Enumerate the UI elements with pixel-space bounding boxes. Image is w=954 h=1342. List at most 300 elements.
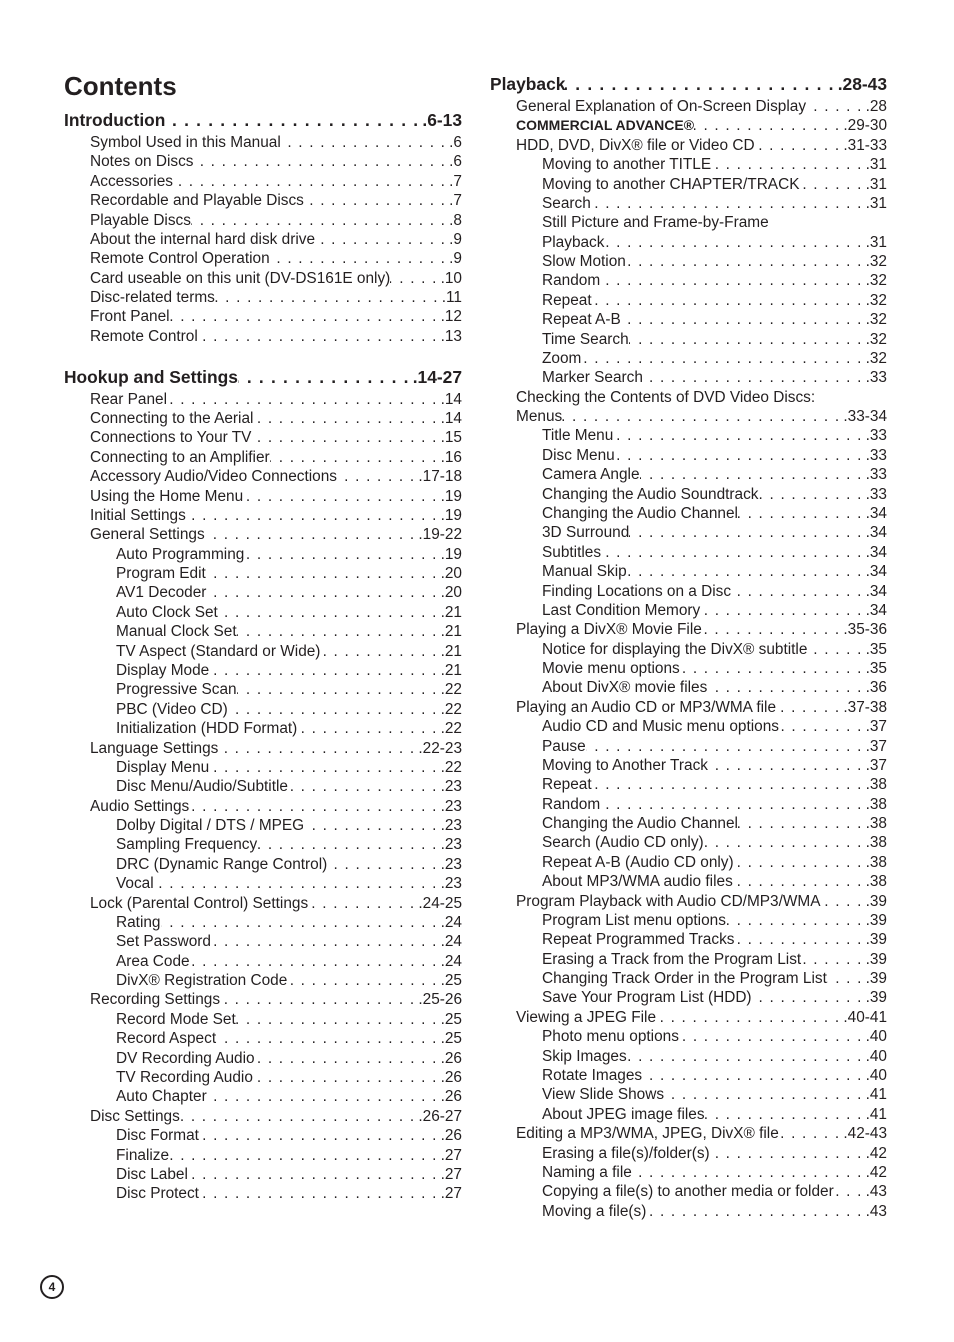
dot-leader bbox=[228, 700, 441, 719]
toc-entry-page: .21 bbox=[440, 662, 462, 679]
toc-entry-page: .24-25 bbox=[418, 894, 462, 912]
toc-entry-notes-on-discs bbox=[64, 152, 462, 171]
toc-entry-title: Playing an Audio CD or MP3/WMA file bbox=[516, 698, 777, 716]
toc-entry-page: .33-34 bbox=[843, 408, 887, 426]
dot-leader bbox=[281, 133, 449, 152]
toc-entry-page: .38 bbox=[865, 815, 887, 833]
toc-entry-page: .9 bbox=[449, 250, 462, 268]
toc-entry-title: Rating bbox=[116, 913, 161, 931]
toc-entry-title: Playback bbox=[542, 233, 605, 251]
toc-entry-page: .31 bbox=[865, 194, 887, 212]
toc-entry-page: .35-36 bbox=[843, 621, 887, 639]
toc-entry-page: .25 bbox=[440, 1030, 462, 1048]
toc-entry-vocal bbox=[64, 874, 462, 893]
toc-entry-title: Marker Search bbox=[542, 369, 643, 387]
toc-entry-page: .32 bbox=[865, 311, 887, 329]
toc-entry-checking-the-contents-of-dvd-video-discs bbox=[490, 388, 887, 407]
toc-entry-page: .42 bbox=[865, 1163, 887, 1181]
toc-entry-page: .28 bbox=[865, 98, 887, 115]
toc-entry-page: .6 bbox=[449, 134, 462, 151]
toc-entry-view-slide-shows bbox=[490, 1085, 887, 1104]
toc-entry-page: .37-38 bbox=[843, 698, 887, 716]
dot-leader bbox=[337, 467, 418, 486]
toc-entry-page: .29-30 bbox=[843, 117, 887, 135]
toc-entry-page: .37 bbox=[865, 718, 887, 736]
toc-entry-changing-the-audio-soundtrack bbox=[490, 485, 887, 504]
toc-entry-page: .33 bbox=[865, 485, 887, 503]
dot-leader bbox=[304, 191, 449, 210]
dot-leader bbox=[199, 1184, 441, 1203]
dot-leader bbox=[801, 950, 865, 969]
dot-leader bbox=[806, 97, 866, 116]
dot-leader bbox=[738, 504, 866, 523]
toc-entry-finding-locations-on-a-disc bbox=[490, 582, 887, 601]
toc-entry-recordable-and-playable-discs bbox=[64, 191, 462, 210]
toc-entry-disc-related-terms bbox=[64, 288, 462, 307]
toc-entry-title: Recording Settings bbox=[90, 991, 221, 1009]
dot-leader bbox=[707, 678, 865, 697]
toc-entry-title: Finalize bbox=[116, 1146, 170, 1164]
toc-entry-tv-recording-audio bbox=[64, 1068, 462, 1087]
toc-entry-last-condition-memory bbox=[490, 601, 887, 620]
toc-entry-progressive-scan bbox=[64, 680, 462, 699]
toc-entry-page: .25-26 bbox=[418, 991, 462, 1009]
toc-entry-title: Using the Home Menu bbox=[90, 487, 244, 505]
dot-leader bbox=[615, 446, 866, 465]
toc-entry-title: Repeat A-B bbox=[542, 311, 621, 329]
toc-entry-av1-decoder bbox=[64, 583, 462, 602]
toc-entry-random bbox=[490, 795, 887, 814]
toc-entry-page: .26 bbox=[440, 1068, 462, 1086]
toc-entry-disc-menu bbox=[490, 446, 887, 465]
dot-leader bbox=[315, 230, 449, 249]
dot-leader bbox=[237, 622, 441, 641]
toc-entry-title: Copying a file(s) to another media or folder bbox=[542, 1183, 834, 1201]
toc-entry-title: Disc Menu/Audio/Subtitle bbox=[116, 778, 288, 796]
toc-entry-title: Changing the Audio Channel bbox=[542, 504, 738, 522]
dot-leader bbox=[297, 719, 440, 738]
dot-leader bbox=[206, 564, 441, 583]
toc-entry-playing-a-divx-movie-file bbox=[490, 620, 887, 639]
toc-entry-page: .23 bbox=[440, 836, 462, 854]
toc-entry-title: Viewing a JPEG File bbox=[516, 1008, 657, 1026]
toc-entry-editing-a-mp3-wma-jpeg-divx-file bbox=[490, 1124, 887, 1143]
toc-entry-title: Dolby Digital / DTS / MPEG bbox=[116, 817, 305, 835]
dot-leader bbox=[680, 659, 866, 678]
toc-entry-page: .35 bbox=[865, 660, 887, 678]
dot-leader bbox=[581, 349, 865, 368]
toc-entry-title: DRC (Dynamic Range Control) bbox=[116, 855, 328, 873]
toc-entry-title: Remote Control Operation bbox=[90, 250, 270, 268]
toc-entry-title: Checking the Contents of DVD Video Discs: bbox=[516, 388, 816, 406]
dot-leader bbox=[257, 835, 440, 854]
dot-leader bbox=[629, 330, 866, 349]
toc-entry-title: TV Aspect (Standard or Wide) bbox=[116, 642, 321, 660]
toc-entry-title: Program Edit bbox=[116, 565, 206, 583]
toc-entry-title: Playable Discs bbox=[90, 211, 191, 229]
toc-entry-page: .14 bbox=[440, 410, 462, 428]
toc-entry-title: Language Settings bbox=[90, 739, 219, 757]
toc-entry-3d-surround bbox=[490, 523, 887, 542]
toc-entry-title: 3D Surround bbox=[542, 524, 630, 542]
toc-entry-page: .11 bbox=[441, 289, 462, 307]
toc-entry-title: Disc Menu bbox=[542, 446, 615, 464]
toc-entry-camera-angle bbox=[490, 465, 887, 484]
toc-entry-title: Program Playback with Audio CD/MP3/WMA bbox=[516, 892, 821, 910]
toc-entry-title: Repeat Programmed Tracks bbox=[542, 931, 735, 949]
dot-leader bbox=[821, 892, 866, 911]
dot-leader bbox=[180, 1107, 419, 1126]
dot-leader bbox=[755, 136, 844, 155]
toc-entry-record-mode-set bbox=[64, 1010, 462, 1029]
dot-leader bbox=[173, 172, 449, 191]
toc-entry-about-the-internal-hard-disk-drive bbox=[64, 230, 462, 249]
toc-entry-search bbox=[490, 194, 887, 213]
toc-entry-title: Manual Clock Set bbox=[116, 623, 237, 641]
toc-entry-divx-registration-code bbox=[64, 971, 462, 990]
toc-entry-page: .31-33 bbox=[843, 136, 887, 154]
dot-leader bbox=[186, 506, 441, 525]
dot-leader bbox=[779, 1124, 844, 1143]
toc-entry-title: Notice for displaying the DivX® subtitle bbox=[542, 640, 808, 658]
dot-leader bbox=[600, 271, 865, 290]
toc-entry-page: .34 bbox=[865, 524, 887, 542]
toc-entry-disc-settings bbox=[64, 1107, 462, 1126]
dot-leader bbox=[694, 116, 843, 135]
toc-entry-page: .26 bbox=[440, 1049, 462, 1067]
toc-entry-page: .19-22 bbox=[418, 526, 462, 544]
toc-entry-erasing-a-track-from-the-program-list bbox=[490, 950, 887, 969]
dot-leader bbox=[205, 525, 419, 544]
dot-leader bbox=[834, 1182, 866, 1201]
toc-entry-changing-the-audio-channel bbox=[490, 814, 887, 833]
dot-leader bbox=[251, 428, 440, 447]
dot-leader bbox=[161, 913, 441, 932]
toc-entry-page: .22 bbox=[440, 758, 462, 776]
dot-leader bbox=[218, 603, 441, 622]
dot-leader bbox=[600, 795, 865, 814]
toc-entry-page: .26 bbox=[440, 1088, 462, 1106]
toc-entry-page: .38 bbox=[865, 853, 887, 871]
dot-leader bbox=[209, 661, 440, 680]
toc-entry-auto-chapter bbox=[64, 1087, 462, 1106]
toc-entry-title: Rotate Images bbox=[542, 1067, 643, 1084]
toc-entry-title: Pause bbox=[542, 737, 586, 755]
toc-entry-page: .39 bbox=[865, 892, 887, 910]
dot-leader bbox=[304, 816, 440, 835]
toc-entry-page: .43 bbox=[865, 1183, 887, 1201]
toc-entry-page: .23 bbox=[440, 875, 462, 893]
toc-entry-page: .9 bbox=[449, 230, 462, 248]
toc-entry-display-menu bbox=[64, 758, 462, 777]
toc-entry-page: .21 bbox=[440, 603, 462, 621]
dot-leader bbox=[627, 1047, 866, 1066]
dot-leader bbox=[243, 487, 440, 506]
toc-entry-title: Erasing a file(s)/folder(s) bbox=[542, 1144, 710, 1162]
toc-entry-title: Accessories bbox=[90, 172, 173, 190]
toc-entry-title: Disc Protect bbox=[116, 1185, 199, 1203]
dot-leader bbox=[733, 872, 866, 891]
toc-entry-card-useable-on-this-unit-dv-ds161e-only bbox=[64, 269, 462, 288]
toc-entry-title: Changing the Audio Channel bbox=[542, 815, 738, 833]
toc-entry-title: About JPEG image files bbox=[542, 1105, 705, 1123]
toc-entry-zoom bbox=[490, 349, 887, 368]
dot-leader bbox=[236, 1010, 441, 1029]
dot-leader bbox=[327, 855, 440, 874]
toc-entry-title: Playing a DivX® Movie File bbox=[516, 621, 702, 639]
toc-entry-moving-a-file-s bbox=[490, 1202, 887, 1221]
dot-leader bbox=[664, 1085, 866, 1104]
toc-entry-still-picture-and-frame-by-frame bbox=[490, 213, 887, 232]
toc-entry-page: .34 bbox=[865, 563, 887, 581]
toc-entry-title: Disc-related terms bbox=[90, 289, 215, 307]
dot-leader bbox=[565, 73, 837, 95]
toc-entry-page: .19 bbox=[440, 487, 462, 505]
toc-entry-dv-recording-audio bbox=[64, 1049, 462, 1068]
dot-leader bbox=[643, 368, 866, 387]
dot-leader bbox=[711, 155, 865, 174]
dot-leader bbox=[705, 1105, 866, 1124]
toc-entry-about-jpeg-image-files bbox=[490, 1105, 887, 1124]
toc-entry-area-code bbox=[64, 952, 462, 971]
toc-entry-title: Sampling Frequency bbox=[116, 836, 258, 854]
dot-leader bbox=[238, 366, 413, 388]
toc-entry-title: Remote Control bbox=[90, 327, 198, 345]
toc-entry-page: .12 bbox=[440, 308, 462, 326]
toc-entry-page: .31 bbox=[865, 233, 887, 251]
toc-entry-auto-programming bbox=[64, 545, 462, 564]
toc-entry-page: .33 bbox=[865, 466, 887, 484]
toc-entry-front-panel bbox=[64, 307, 462, 326]
toc-entry-title: View Slide Shows bbox=[542, 1086, 665, 1104]
toc-entry-repeat-a-b-audio-cd-only bbox=[490, 853, 887, 872]
toc-entry-page: .39 bbox=[865, 931, 887, 949]
toc-entry-accessory-audio-video-connections bbox=[64, 467, 462, 486]
toc-entry-disc-menu-audio-subtitle bbox=[64, 777, 462, 796]
toc-entry-title: HDD, DVD, DivX® file or Video CD bbox=[516, 136, 755, 154]
toc-entry-page: .39 bbox=[865, 989, 887, 1007]
toc-entry-audio-cd-and-music-menu-options bbox=[490, 717, 887, 736]
toc-entry-page: .6 bbox=[449, 153, 462, 171]
toc-entry-symbol-used-in-this-manual bbox=[64, 133, 462, 152]
toc-entry-title: Record Mode Set bbox=[116, 1010, 236, 1028]
dot-leader bbox=[206, 583, 440, 602]
dot-leader bbox=[218, 739, 418, 758]
toc-entry-title: Save Your Program List (HDD) bbox=[542, 989, 752, 1007]
toc-entry-page: .25 bbox=[440, 1010, 462, 1028]
dot-leader bbox=[270, 448, 441, 467]
dot-leader bbox=[700, 601, 865, 620]
toc-entry-hdd-dvd-divx-file-or-video-cd bbox=[490, 136, 887, 155]
toc-entry-title: Photo menu options bbox=[542, 1028, 679, 1046]
toc-entry-connecting-to-the-aerial bbox=[64, 409, 462, 428]
toc-entry-page: .28-43 bbox=[837, 74, 887, 94]
toc-entry-page: .20 bbox=[440, 565, 462, 583]
toc-entry-title: DivX® Registration Code bbox=[116, 972, 288, 990]
toc-entry-playable-discs bbox=[64, 211, 462, 230]
toc-entry-page: .17-18 bbox=[418, 468, 462, 486]
page-title: Contents bbox=[64, 71, 177, 101]
page-number: 4 bbox=[40, 1275, 64, 1299]
toc-entry-title: Program List menu options bbox=[542, 911, 726, 929]
toc-entry-title: Moving to another TITLE bbox=[542, 156, 712, 174]
toc-entry-page: .19 bbox=[440, 506, 462, 524]
dot-leader bbox=[165, 109, 422, 131]
dot-leader bbox=[646, 1202, 865, 1221]
toc-entry-title: Playback bbox=[490, 74, 566, 94]
toc-entry-dolby-digital-dts-mpeg bbox=[64, 816, 462, 835]
toc-entry-title: Erasing a Track from the Program List bbox=[542, 950, 802, 968]
toc-entry-title: Notes on Discs bbox=[90, 153, 194, 171]
toc-entry-title: Front Panel bbox=[90, 308, 170, 326]
toc-entry-title: Vocal bbox=[116, 875, 154, 893]
toc-entry-movie-menu-options bbox=[490, 659, 887, 678]
toc-entry-page: .23 bbox=[440, 855, 462, 873]
toc-entry-title: Repeat bbox=[542, 776, 592, 794]
dot-leader bbox=[198, 327, 441, 346]
toc-entry-title: Moving to Another Track bbox=[542, 756, 708, 774]
dot-leader bbox=[710, 1144, 866, 1163]
toc-entry-slow-motion bbox=[490, 252, 887, 271]
toc-entry-title: About MP3/WMA audio files bbox=[542, 873, 733, 891]
toc-entry-connecting-to-an-amplifier bbox=[64, 448, 462, 467]
toc-entry-page: .16 bbox=[440, 448, 462, 466]
dot-leader bbox=[731, 582, 866, 601]
dot-leader bbox=[601, 543, 866, 562]
toc-entry-page: .32 bbox=[865, 349, 887, 367]
toc-entry-title: Editing a MP3/WMA, JPEG, DivX® file bbox=[516, 1125, 779, 1143]
toc-entry-title: Hookup and Settings bbox=[64, 366, 238, 387]
dot-leader bbox=[170, 307, 441, 326]
toc-entry-page: .24 bbox=[440, 913, 462, 931]
toc-entry-page: .27 bbox=[440, 1185, 462, 1203]
toc-entry-disc-format bbox=[64, 1126, 462, 1145]
toc-entry-page: .32 bbox=[865, 291, 887, 309]
toc-entry-notice-for-displaying-the-divx-subtitle bbox=[490, 640, 887, 659]
toc-entry-repeat bbox=[490, 291, 887, 310]
toc-section-introduction bbox=[64, 109, 462, 131]
toc-entry-title: Changing Track Order in the Program List bbox=[542, 970, 827, 988]
dot-leader bbox=[194, 152, 450, 171]
toc-entry-page: .14 bbox=[440, 390, 462, 408]
toc-entry-title: Audio CD and Music menu options bbox=[542, 718, 779, 736]
toc-entry-title: TV Recording Audio bbox=[116, 1068, 253, 1086]
toc-entry-moving-to-another-track bbox=[490, 756, 887, 775]
toc-entry-title: Search bbox=[542, 194, 591, 212]
dot-leader bbox=[613, 426, 865, 445]
toc-entry-page: .23 bbox=[440, 817, 462, 835]
dot-leader bbox=[215, 288, 442, 307]
dot-leader bbox=[253, 409, 440, 428]
dot-leader bbox=[207, 1087, 441, 1106]
dot-leader bbox=[216, 1029, 441, 1048]
toc-entry-page: .19 bbox=[440, 545, 462, 563]
toc-entry-page: .27 bbox=[440, 1165, 462, 1183]
toc-entry-page: .31 bbox=[865, 175, 887, 193]
toc-entry-page: .24 bbox=[440, 952, 462, 970]
toc-entry-title: Search (Audio CD only) bbox=[542, 834, 704, 852]
dot-leader bbox=[154, 874, 441, 893]
dot-leader bbox=[189, 797, 440, 816]
toc-entry-page: .35 bbox=[865, 640, 887, 658]
toc-entry-title: Initial Settings bbox=[90, 506, 186, 524]
dot-leader bbox=[188, 1165, 441, 1184]
toc-entry-playing-an-audio-cd-or-mp3-wma-file bbox=[490, 698, 887, 717]
toc-entry-accessories bbox=[64, 172, 462, 191]
toc-entry-title: Progressive Scan bbox=[116, 681, 237, 699]
toc-entry-page: .6-13 bbox=[422, 110, 462, 130]
toc-entry-title: Still Picture and Frame-by-Frame bbox=[542, 214, 769, 232]
toc-entry-changing-the-audio-channel bbox=[490, 504, 887, 523]
dot-leader bbox=[626, 252, 866, 271]
toc-entry-page: .25 bbox=[440, 972, 462, 990]
dot-leader bbox=[629, 523, 865, 542]
toc-entry-page: .20 bbox=[440, 584, 462, 602]
toc-entry-page: .15 bbox=[440, 429, 462, 447]
toc-entry-title: Connecting to an Amplifier bbox=[90, 448, 270, 466]
toc-entry-remote-control-operation bbox=[64, 249, 462, 268]
dot-leader bbox=[776, 698, 843, 717]
toc-entry-page: .39 bbox=[865, 950, 887, 968]
toc-entry-language-settings bbox=[64, 739, 462, 758]
toc-entry-page: .33 bbox=[865, 446, 887, 464]
toc-entry-page: .32 bbox=[865, 330, 887, 348]
toc-entry-rear-panel bbox=[64, 390, 462, 409]
toc-entry-manual-skip bbox=[490, 562, 887, 581]
toc-entry-using-the-home-menu bbox=[64, 487, 462, 506]
dot-leader bbox=[562, 407, 843, 426]
toc-entry-save-your-program-list-hdd bbox=[490, 988, 887, 1007]
toc-entry-title: Disc Format bbox=[116, 1127, 199, 1145]
toc-entry-title: Set Password bbox=[116, 933, 211, 951]
toc-entry-changing-track-order-in-the-program-list bbox=[490, 969, 887, 988]
toc-entry-initialization-hdd-format bbox=[64, 719, 462, 738]
toc-entry-page: .14-27 bbox=[412, 366, 462, 387]
toc-entry-title: General Explanation of On-Screen Display bbox=[516, 98, 807, 115]
toc-entry-skip-images bbox=[490, 1047, 887, 1066]
toc-entry-page: .41 bbox=[865, 1105, 887, 1123]
dot-leader bbox=[604, 233, 865, 252]
dot-leader bbox=[253, 1068, 441, 1087]
toc-entry-title: Moving a file(s) bbox=[542, 1202, 647, 1220]
toc-entry-title: Connections to Your TV bbox=[90, 429, 252, 447]
toc-entry-subtitles bbox=[490, 543, 887, 562]
toc-entry-about-mp3-wma-audio-files bbox=[490, 872, 887, 891]
dot-leader bbox=[190, 952, 441, 971]
toc-entry-pbc-video-cd bbox=[64, 700, 462, 719]
toc-entry-program-playback-with-audio-cd-mp3-wma bbox=[490, 892, 887, 911]
dot-leader bbox=[320, 642, 440, 661]
toc-entry-playback bbox=[490, 233, 887, 252]
toc-entry-title: Introduction bbox=[64, 110, 166, 130]
dot-leader bbox=[592, 291, 866, 310]
toc-entry-title: About the internal hard disk drive bbox=[90, 230, 316, 248]
toc-entry-title: Movie menu options bbox=[542, 660, 680, 678]
dot-leader bbox=[199, 1126, 441, 1145]
toc-entry-page: .36 bbox=[865, 679, 887, 697]
toc-entry-finalize bbox=[64, 1146, 462, 1165]
toc-entry-title: COMMERCIAL ADVANCE® bbox=[516, 117, 695, 134]
toc-entry-page: .42-43 bbox=[843, 1125, 887, 1143]
toc-entry-page: .40 bbox=[865, 1028, 887, 1046]
toc-entry-rotate-images bbox=[490, 1066, 887, 1085]
toc-entry-page: .33 bbox=[865, 369, 887, 387]
toc-entry-disc-label bbox=[64, 1165, 462, 1184]
toc-entry-page: .38 bbox=[865, 795, 887, 813]
dot-leader bbox=[209, 758, 440, 777]
toc-entry-manual-clock-set bbox=[64, 622, 462, 641]
toc-entry-title: Finding Locations on a Disc bbox=[542, 582, 732, 600]
